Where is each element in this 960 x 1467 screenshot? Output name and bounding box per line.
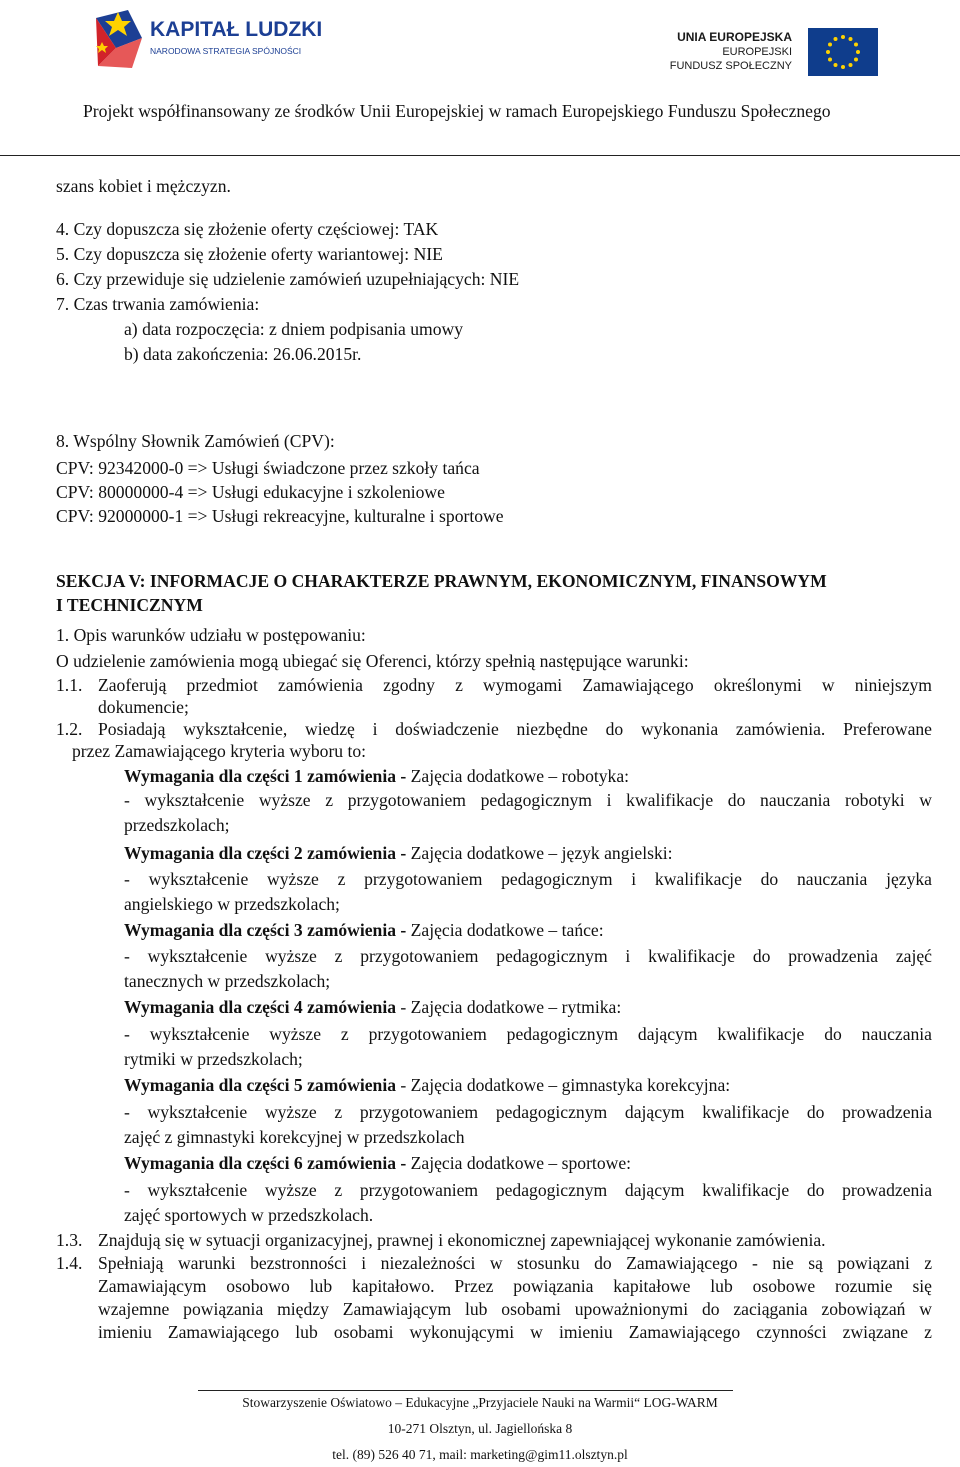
- part-6-req-1: - wykształcenie wyższe z przygotowaniem pedagogicznym dającym kwalifikacje do prowadzenia: [124, 1180, 932, 1200]
- p12-line-1: Posiadają wykształcenie, wiedzę i doświadczenie niezbędne do wykonania zamówienia. Preferowane: [98, 719, 932, 739]
- part-3-req-1: - wykształcenie wyższe z przygotowaniem pedagogicznym i kwalifikacje do prowadzenia zajęć: [124, 946, 932, 966]
- q5-label: 5. Czy dopuszcza się złożenie oferty wariantowej:: [56, 244, 410, 264]
- project-line: Projekt współfinansowany ze środków Unii Europejskiej w ramach Europejskiego Funduszu Społecznego: [83, 101, 831, 121]
- question-4: [56, 218, 438, 240]
- part-4-rest: - Zajęcia dodatkowe – rytmika:: [396, 997, 622, 1017]
- eu-star-icon: [826, 50, 830, 54]
- part-5-heading: [124, 1074, 730, 1096]
- p14-line-3: wzajemne powiązania między Zamawiającym lub osobami upoważnionymi do zaciągania zobowiązań w: [98, 1299, 932, 1319]
- part-6-req-2: zajęć sportowych w przedszkolach.: [124, 1205, 374, 1225]
- part-1-heading: [124, 765, 629, 787]
- question-7b: b) data zakończenia: 26.06.2015r.: [124, 344, 362, 364]
- eu-star-icon: [854, 43, 858, 47]
- eu-star-icon: [856, 50, 860, 54]
- p11-line-1: Zaoferują przedmiot zamówienia zgodny z wymogami Zamawiającego określonymi w niniejszym: [98, 675, 932, 695]
- part-1-rest: Zajęcia dodatkowe – robotyka:: [406, 766, 630, 786]
- part-4-bold: Wymagania dla części 4 zamówienia: [124, 997, 397, 1017]
- q6-value: NIE: [485, 269, 520, 289]
- p11-number: 1.1.: [56, 675, 83, 695]
- logo-right-line2: EUROPEJSKI: [722, 46, 792, 58]
- cpv-line-3: CPV: 92000000-1 => Usługi rekreacyjne, kulturalne i sportowe: [56, 506, 504, 526]
- p13-line-1: Znajdują się w sytuacji organizacyjnej, prawnej i ekonomicznej zapewniającej wykonanie zamówienia.: [98, 1230, 826, 1250]
- eu-star-icon: [849, 37, 853, 41]
- part-5-rest: - Zajęcia dodatkowe – gimnastyka korekcyjna:: [396, 1075, 731, 1095]
- part-1-bold: Wymagania dla części 1 zamówienia -: [124, 766, 407, 786]
- kapital-ludzki-emblem-icon: [88, 8, 148, 72]
- part-4-heading: [124, 996, 621, 1018]
- eu-logo: [648, 28, 908, 80]
- p14-line-2: Zamawiającym osobowo lub kapitałowo. Przez powiązania kapitałowe lub osobowe rozumie się: [98, 1276, 932, 1296]
- part-5-req-1: - wykształcenie wyższe z przygotowaniem pedagogicznym dającym kwalifikacje do prowadzenia: [124, 1102, 932, 1122]
- part-1-req-2: przedszkolach;: [124, 815, 230, 835]
- header-rule: [0, 155, 960, 156]
- part-4-req-1: - wykształcenie wyższe z przygotowaniem pedagogicznym dającym kwalifikacje do nauczania: [124, 1024, 932, 1044]
- part-6-rest: Zajęcia dodatkowe – sportowe:: [406, 1153, 632, 1173]
- eu-star-icon: [841, 35, 845, 39]
- part-2-req-2: angielskiego w przedszkolach;: [124, 894, 340, 914]
- eu-star-icon: [834, 63, 838, 67]
- section-1-label: 1. Opis warunków udziału w postępowaniu:: [56, 625, 366, 645]
- p14-number: 1.4.: [56, 1253, 83, 1273]
- p14-line-4: imieniu Zamawiającego lub osobami wykonującymi w imieniu Zamawiającego czynności związane z: [98, 1322, 932, 1342]
- q4-label: 4. Czy dopuszcza się złożenie oferty częściowej:: [56, 219, 400, 239]
- part-3-req-2: tanecznych w przedszkolach;: [124, 971, 331, 991]
- cpv-line-2: CPV: 80000000-4 => Usługi edukacyjne i szkoleniowe: [56, 482, 445, 502]
- kapital-ludzki-logo: [88, 8, 323, 74]
- logo-right-line1: UNIA EUROPEJSKA: [677, 30, 792, 44]
- q5-value: NIE: [409, 244, 443, 264]
- part-2-rest: Zajęcia dodatkowe – język angielski:: [406, 843, 673, 863]
- question-7a: a) data rozpoczęcia: z dniem podpisania umowy: [124, 319, 464, 339]
- p11-line-2: dokumencie;: [98, 697, 189, 717]
- question-6: [56, 268, 519, 290]
- part-4-req-2: rytmiki w przedszkolach;: [124, 1049, 303, 1069]
- part-6-bold: Wymagania dla części 6 zamówienia -: [124, 1153, 407, 1173]
- section-title-line-1: SEKCJA V: INFORMACJE O CHARAKTERZE PRAWNYM, EKONOMICZNYM, FINANSOWYM: [56, 571, 827, 591]
- question-7-label: 7. Czas trwania zamówienia:: [56, 294, 260, 314]
- p12-number: 1.2.: [56, 719, 83, 739]
- eu-star-icon: [834, 37, 838, 41]
- footer-address: 10-271 Olsztyn, ul. Jagiellońska 8: [387, 1421, 573, 1436]
- part-5-bold: Wymagania dla części 5 zamówienia: [124, 1075, 397, 1095]
- part-5-req-2: zajęć z gimnastyki korekcyjnej w przedszkolach: [124, 1127, 465, 1147]
- q4-value: TAK: [399, 219, 439, 239]
- footer-rule: [198, 1390, 733, 1391]
- part-3-rest: Zajęcia dodatkowe – tańce:: [406, 920, 604, 940]
- eu-star-icon: [828, 43, 832, 47]
- p13-number: 1.3.: [56, 1230, 83, 1250]
- intro-text: szans kobiet i mężczyzn.: [56, 176, 231, 196]
- p12-line-2: przez Zamawiającego kryteria wyboru to:: [72, 741, 367, 761]
- section-1-intro: O udzielenie zamówienia mogą ubiegać się Oferenci, którzy spełnią następujące warunki:: [56, 651, 689, 671]
- part-2-req-1: - wykształcenie wyższe z przygotowaniem pedagogicznym i kwalifikacje do nauczania języka: [124, 869, 932, 889]
- part-3-bold: Wymagania dla części 3 zamówienia -: [124, 920, 407, 940]
- eu-flag-icon: [808, 28, 878, 76]
- part-2-bold: Wymagania dla części 2 zamówienia -: [124, 843, 407, 863]
- logo-right-line3: FUNDUSZ SPOŁECZNY: [669, 60, 792, 72]
- cpv-line-1: CPV: 92342000-0 => Usługi świadczone przez szkoły tańca: [56, 458, 480, 478]
- eu-star-icon: [841, 65, 845, 69]
- logo-left-sub: NARODOWA STRATEGIA SPÓJNOŚCI: [150, 46, 302, 56]
- footer-contact: tel. (89) 526 40 71, mail: marketing@gim11.olsztyn.pl: [332, 1447, 628, 1462]
- question-5: [56, 243, 443, 265]
- part-2-heading: [124, 842, 673, 864]
- part-6-heading: [124, 1152, 631, 1174]
- p14-line-1: Spełniają warunki bezstronności i niezależności w stosunku do Zamawiającego - nie są powiązani z: [98, 1253, 932, 1273]
- footer-org: Stowarzyszenie Oświatowo – Edukacyjne „Przyjaciele Nauki na Warmii“ LOG-WARM: [242, 1395, 718, 1410]
- logo-left-name: KAPITAŁ LUDZKI: [150, 18, 323, 41]
- question-8-label: 8. Wspólny Słownik Zamówień (CPV):: [56, 431, 335, 451]
- part-1-req-1: - wykształcenie wyższe z przygotowaniem pedagogicznym i kwalifikacje do nauczania robotyki w: [124, 790, 932, 810]
- section-title-line-2: I TECHNICZNYM: [56, 595, 203, 615]
- part-3-heading: [124, 919, 604, 941]
- eu-star-icon: [828, 58, 832, 62]
- eu-star-icon: [854, 58, 858, 62]
- q6-label: 6. Czy przewiduje się udzielenie zamówień uzupełniających:: [56, 269, 486, 289]
- eu-star-icon: [849, 63, 853, 67]
